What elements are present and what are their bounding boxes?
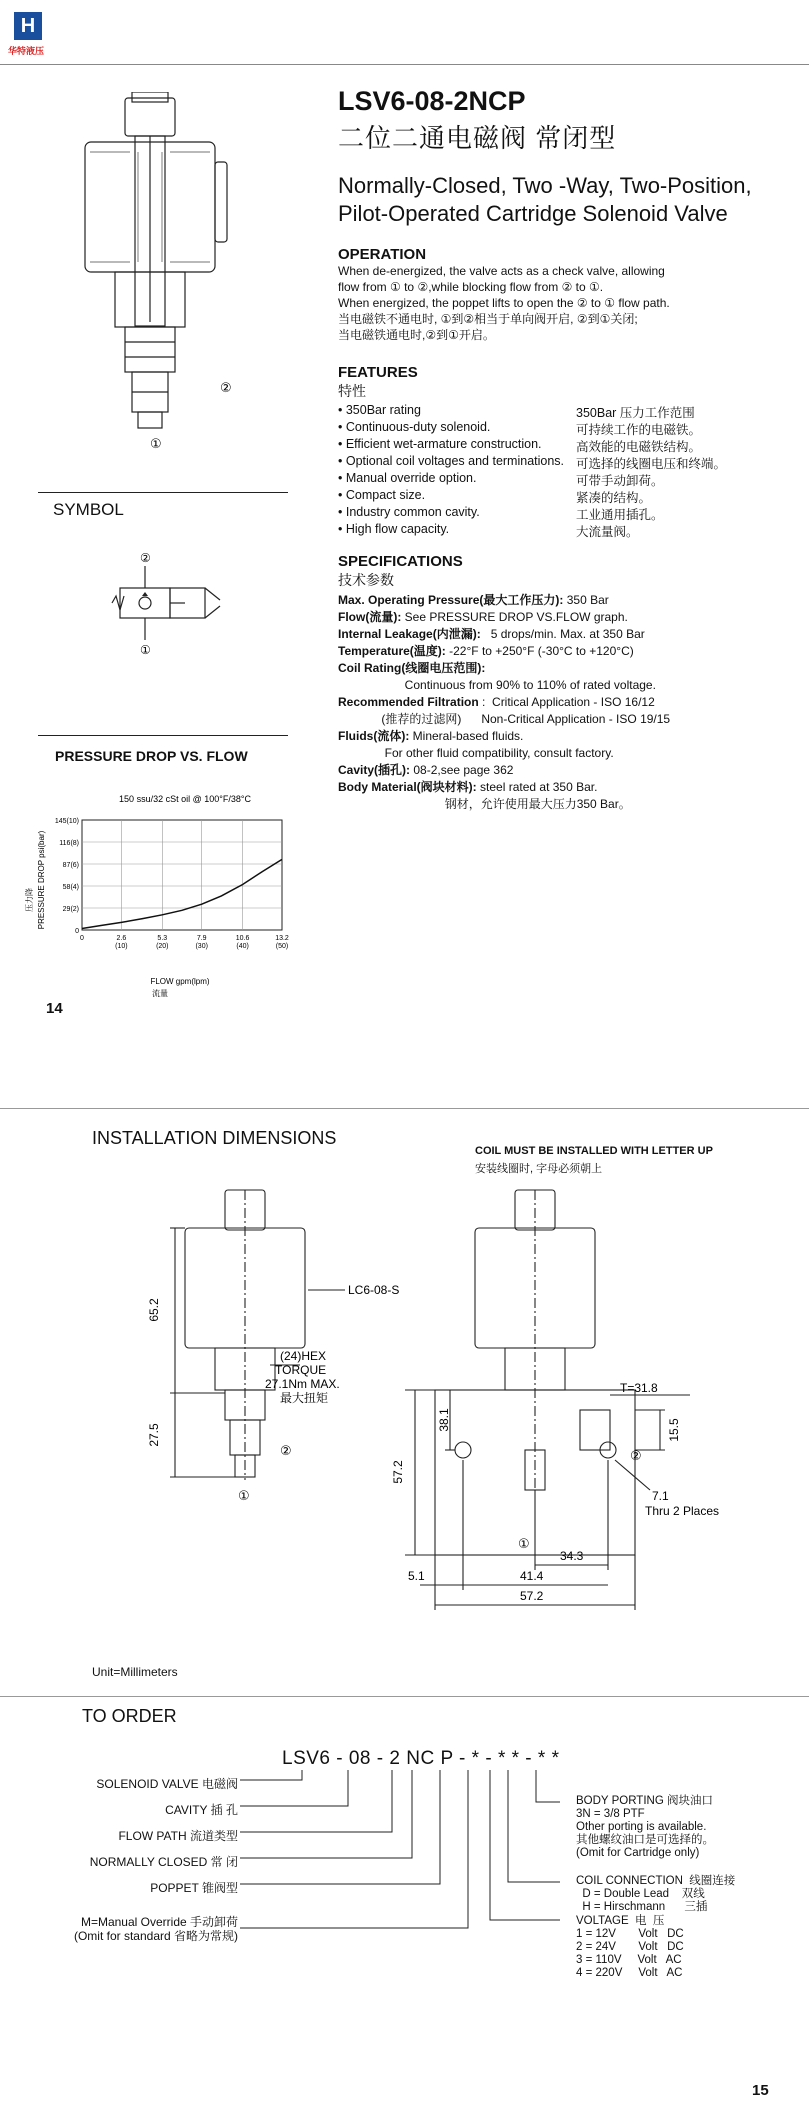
x-tick-sublabel: (40) — [236, 943, 249, 950]
features-section — [338, 364, 798, 539]
spec-row — [338, 626, 798, 643]
operation-line: When de-energized, the valve acts as a check valve, allowing — [338, 264, 665, 278]
spec-value: 5 drops/min. Max. at 350 Bar — [480, 627, 645, 641]
spec-label: Body Material(阀块材料): — [338, 780, 477, 794]
body-porting-line: (Omit for Cartridge only) — [576, 1847, 700, 1859]
y-tick-label: 58(4) — [62, 884, 79, 891]
spec-value: : Critical Application - ISO 16/12 — [478, 695, 655, 709]
dim-15-5: 15.5 — [667, 1418, 681, 1442]
operation-line: 当电磁铁不通电时, ①到②相当于单向阀开启, ②到①关闭; — [338, 312, 638, 326]
dim-57-2-horizontal: 57.2 — [520, 1589, 544, 1603]
order-left-label: M=Manual Override 手动卸荷 — [80, 1915, 238, 1929]
order-code: LSV6 - 08 - 2 NC P - * - * * - * * — [282, 1748, 560, 1769]
spec-value: Continuous from 90% to 110% of rated voltage. — [338, 678, 656, 692]
spec-label: Cavity(插孔): — [338, 763, 411, 777]
specifications-section — [338, 553, 798, 813]
order-coil-connection — [576, 1875, 735, 1914]
coil-note-cn: 安装线圈时, 字母必须朝上 — [475, 1163, 603, 1175]
spec-value: 钢材，允许使用最大压力350 Bar。 — [338, 797, 631, 811]
coil-note: COIL MUST BE INSTALLED WITH LETTER UP — [475, 1145, 713, 1157]
coil-connection-line: H = Hirschmann 三插 — [576, 1901, 708, 1913]
order-leaders — [240, 1770, 560, 1980]
spec-row — [338, 643, 798, 660]
spec-label: Internal Leakage(内泄漏): — [338, 627, 481, 641]
spec-row — [338, 609, 798, 626]
feature-cn: 可持续工作的电磁铁。 — [576, 423, 702, 437]
order-left-label: FLOW PATH 流道类型 — [118, 1829, 238, 1843]
voltage-line: VOLTAGE 电 压 — [576, 1915, 665, 1927]
spec-row — [338, 779, 798, 796]
chart-xlabel-cn: 流量 — [152, 989, 168, 998]
order-divider — [0, 1696, 809, 1697]
feature-row — [338, 437, 798, 454]
spec-value: See PRESSURE DROP VS.FLOW graph. — [401, 610, 628, 624]
feature-cn: 350Bar 压力工作范围 — [576, 406, 695, 420]
spec-row — [338, 728, 798, 745]
feature-en: • High flow capacity. — [338, 522, 450, 536]
unit-note: Unit=Millimeters — [92, 1665, 178, 1679]
voltage-line: 2 = 24V Volt DC — [576, 1941, 684, 1953]
chart-title: 150 ssu/32 cSt oil @ 100°F/38°C — [119, 794, 251, 804]
torque-label: TORQUE — [275, 1363, 327, 1377]
order-left-label: SOLENOID VALVE 电磁阀 — [96, 1777, 238, 1791]
dim-thread-t: T=31.8 — [620, 1381, 658, 1395]
voltage-line: 3 = 110V Volt AC — [576, 1954, 682, 1966]
subtitle-line: Pilot-Operated Cartridge Solenoid Valve — [338, 201, 728, 226]
spec-value: steel rated at 350 Bar. — [476, 780, 598, 794]
symbol-port1-label: ① — [140, 643, 151, 657]
spec-label: Coil Rating(线圈电压范围): — [338, 661, 486, 675]
torque-label-cn: 最大扭矩 — [280, 1391, 329, 1405]
y-tick-label: 116(8) — [59, 840, 79, 847]
page-break — [0, 1108, 809, 1109]
spec-row — [338, 660, 798, 677]
spec-label: Temperature(温度): — [338, 644, 446, 658]
spec-row — [338, 677, 798, 694]
page-number-right: 15 — [752, 2082, 769, 2099]
feature-row — [338, 505, 798, 522]
feature-row — [338, 488, 798, 505]
feature-cn: 高效能的电磁铁结构。 — [576, 440, 702, 454]
dim-41-4: 41.4 — [520, 1569, 544, 1583]
x-tick-label: 0 — [80, 935, 84, 942]
symbol-divider — [38, 492, 288, 493]
subtitle-line: Normally-Closed, Two -Way, Two-Position, — [338, 173, 752, 198]
company-name: 华特液压 — [8, 46, 45, 56]
feature-cn: 可带手动卸荷。 — [576, 474, 664, 488]
operation-line: flow from ① to ②,while blocking flow from ② to ①. — [338, 280, 604, 294]
feature-row — [338, 454, 798, 471]
spec-value: 08-2,see page 362 — [410, 763, 514, 777]
voltage-line: 1 = 12V Volt DC — [576, 1928, 684, 1940]
specifications-list — [338, 592, 798, 813]
x-tick-label: 10.6 — [235, 935, 250, 942]
voltage-line: 4 = 220V Volt AC — [576, 1967, 683, 1979]
order-body-porting — [576, 1795, 714, 1860]
spec-row — [338, 762, 798, 779]
spec-label: Recommended Filtration — [338, 695, 479, 709]
hex-label: (24)HEX — [280, 1349, 327, 1363]
dim-34-3: 34.3 — [560, 1549, 584, 1563]
install-port2-left: ② — [280, 1443, 292, 1458]
order-voltage — [576, 1915, 684, 1980]
torque-value: 27.1Nm MAX. — [265, 1377, 340, 1391]
feature-cn: 紧凑的结构。 — [576, 491, 652, 505]
feature-en: • Manual override option. — [338, 471, 477, 485]
feature-en: • Industry common cavity. — [338, 505, 480, 519]
order-left-label: CAVITY 插 孔 — [165, 1803, 238, 1817]
section-port2-label: ② — [220, 380, 232, 395]
symbol-port2-label: ② — [140, 551, 151, 565]
dim-27-5: 27.5 — [147, 1423, 161, 1447]
feature-en: • Continuous-duty solenoid. — [338, 420, 491, 434]
feature-cn: 可选择的线圈电压和终端。 — [576, 457, 727, 471]
order-left-label: NORMALLY CLOSED 常 闭 — [89, 1855, 238, 1869]
spec-label: Max. Operating Pressure(最大工作压力): — [338, 593, 564, 607]
model-title: LSV6-08-2NCP — [338, 86, 526, 116]
x-tick-label: 7.9 — [196, 935, 207, 942]
coil-part-label: LC6-08-S — [348, 1283, 400, 1297]
spec-row — [338, 711, 798, 728]
x-tick-sublabel: (50) — [275, 943, 289, 950]
feature-en: • Optional coil voltages and terminations. — [338, 454, 565, 468]
install-port2-right: ② — [630, 1448, 642, 1463]
coil-connection-line: COIL CONNECTION 线圈连接 — [576, 1875, 736, 1887]
spec-label: Flow(流量): — [338, 610, 402, 624]
valve-symbol — [110, 548, 230, 658]
x-tick-sublabel: (30) — [195, 943, 208, 950]
series-line — [82, 859, 282, 928]
body-porting-line: 3N = 3/8 PTF — [576, 1808, 645, 1820]
dim-65-2: 65.2 — [147, 1298, 161, 1322]
model-subtitle — [338, 172, 798, 228]
installation-drawing — [130, 1170, 770, 1650]
company-logo: H — [14, 12, 42, 40]
spec-label: Fluids(流体): — [338, 729, 410, 743]
body-porting-line: BODY PORTING 阀块油口 — [576, 1795, 713, 1807]
chart-ylabel-cn: 压力降 — [25, 888, 34, 912]
thru-note: Thru 2 Places — [645, 1504, 720, 1518]
spec-value: -22°F to +250°F (-30°C to +120°C) — [445, 644, 634, 658]
y-tick-label: 29(2) — [62, 906, 79, 913]
spec-row — [338, 745, 798, 762]
spec-value: (推荐的过滤网) Non-Critical Application - ISO 19/15 — [338, 712, 671, 726]
operation-text — [338, 263, 798, 343]
header-divider — [0, 64, 809, 65]
feature-row — [338, 471, 798, 488]
chart-xlabel: FLOW gpm(lpm) — [150, 977, 210, 986]
spec-row — [338, 694, 798, 711]
spec-row — [338, 592, 798, 609]
feature-cn: 工业通用插孔。 — [576, 508, 664, 522]
page-number-left: 14 — [46, 1000, 63, 1017]
feature-en: • Compact size. — [338, 488, 426, 502]
install-port1-left: ① — [238, 1488, 250, 1503]
operation-line: 当电磁铁通电时,②到①开启。 — [338, 328, 495, 342]
spec-value: For other fluid compatibility, consult factory. — [338, 746, 614, 760]
feature-row — [338, 522, 798, 539]
order-left-label: (Omit for standard 省略为常规) — [73, 1929, 238, 1943]
dim-7-1: 7.1 — [652, 1489, 669, 1503]
chart-ylabel: PRESSURE DROP psi(bar) — [37, 830, 46, 930]
coil-connection-line: D = Double Lead 双线 — [576, 1888, 705, 1900]
pressure-flow-chart — [20, 790, 310, 1000]
valve-section-drawing — [70, 92, 270, 452]
y-tick-label: 145(10) — [54, 818, 79, 825]
specifications-heading-cn: 技术参数 — [338, 572, 394, 588]
feature-cn: 大流量阀。 — [576, 525, 639, 539]
y-tick-label: 0 — [75, 928, 79, 935]
operation-section — [338, 246, 798, 343]
feature-row — [338, 403, 798, 420]
specifications-heading: SPECIFICATIONS — [338, 553, 463, 570]
spec-value: Mineral-based fluids. — [409, 729, 524, 743]
spec-row — [338, 796, 798, 813]
x-tick-sublabel: (10) — [115, 943, 128, 950]
install-port1-right: ① — [518, 1536, 530, 1551]
features-heading-cn: 特性 — [338, 383, 366, 399]
spec-value: 350 Bar — [563, 593, 609, 607]
x-tick-label: 5.3 — [157, 935, 168, 942]
features-list — [338, 403, 798, 539]
feature-en: • Efficient wet-armature construction. — [338, 437, 542, 451]
order-heading: TO ORDER — [82, 1706, 177, 1726]
operation-line: When energized, the poppet lifts to open the ② to ① flow path. — [338, 296, 670, 310]
installation-heading: INSTALLATION DIMENSIONS — [92, 1128, 337, 1148]
feature-en: • 350Bar rating — [338, 403, 421, 417]
y-tick-label: 87(6) — [62, 862, 79, 869]
body-porting-line: 其他螺纹油口是可选择的。 — [576, 1834, 714, 1846]
x-tick-label: 13.2 — [275, 935, 289, 942]
dim-38-1: 38.1 — [437, 1408, 451, 1432]
features-heading: FEATURES — [338, 364, 418, 381]
operation-heading: OPERATION — [338, 246, 427, 263]
feature-row — [338, 420, 798, 437]
chart-heading: PRESSURE DROP VS. FLOW — [55, 748, 248, 764]
dim-57-2-vertical: 57.2 — [391, 1460, 405, 1484]
x-tick-sublabel: (20) — [156, 943, 169, 950]
chart-divider — [38, 735, 288, 736]
symbol-heading: SYMBOL — [53, 500, 124, 519]
dim-5-1: 5.1 — [408, 1569, 425, 1583]
x-tick-label: 2.6 — [116, 935, 127, 942]
section-port1-label: ① — [150, 436, 162, 451]
body-porting-line: Other porting is available. — [576, 1821, 707, 1833]
plot-frame — [82, 820, 282, 930]
order-left-label: POPPET 锥阀型 — [150, 1881, 238, 1895]
model-title-cn: 二位二通电磁阀 常闭型 — [338, 123, 617, 153]
